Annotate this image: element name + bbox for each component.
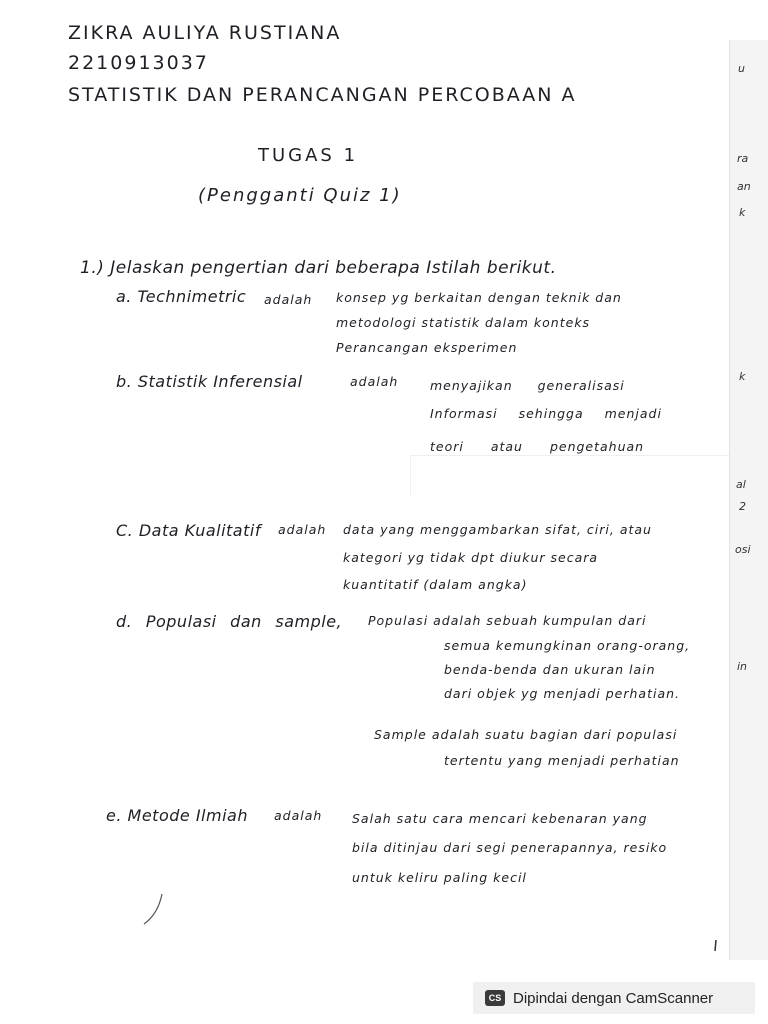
item-d-label: d. Populasi dan sample, [116,612,343,631]
item-e-line: untuk keliru paling kecil [352,870,527,885]
camscanner-text: Dipindai dengan CamScanner [513,989,714,1007]
edge-fragment: k [739,206,746,219]
question-prompt: 1.) Jelaskan pengertian dari beberapa Istilah berikut. [80,258,557,278]
camscanner-logo-icon: CS [485,990,505,1006]
edge-fragment: in [737,660,748,673]
camscanner-watermark [473,982,755,1014]
paper-seam [410,455,729,496]
item-e-line: Salah satu cara mencari kebenaran yang [352,811,648,826]
assignment-title: TUGAS 1 [258,145,359,166]
item-e-line: bila ditinjau dari segi penerapannya, resiko [352,840,668,855]
item-c-line: kategori yg tidak dpt diukur secara [343,550,599,565]
item-c-line: data yang menggambarkan sifat, ciri, atau [343,522,652,537]
pen-dot-mark [712,938,720,954]
course-title: STATISTIK DAN PERANCANGAN PERCOBAAN A [68,84,577,106]
item-d-population-line: dari objek yg menjadi perhatian. [444,686,681,701]
item-b-verb: adalah [350,374,399,389]
item-c-line: kuantitatif (dalam angka) [343,577,528,592]
item-e-label: e. Metode Ilmiah [106,806,248,825]
edge-fragment: an [737,180,751,193]
item-d-sample-line: tertentu yang menjadi perhatian [444,753,680,768]
edge-fragment: al [736,478,746,491]
student-name: ZIKRA AULIYA RUSTIANA [68,22,342,44]
edge-fragment: osi [735,543,751,556]
item-d-population-line: benda-benda dan ukuran lain [444,662,656,677]
edge-fragment: ra [737,152,749,165]
item-a-line: konsep yg berkaitan dengan teknik dan [336,290,622,305]
pen-stroke-mark [140,890,170,930]
edge-fragment: 2 [739,500,746,513]
item-d-population-line: Populasi adalah sebuah kumpulan dari [368,613,647,628]
edge-fragment: u [738,62,745,75]
item-c-verb: adalah [278,522,327,537]
item-d-population-line: semua kemungkinan orang-orang, [444,638,691,653]
item-b-line: Informasi sehingga menjadi [430,406,662,421]
item-c-label: C. Data Kualitatif [116,521,261,540]
item-d-sample-line: Sample adalah suatu bagian dari populasi [374,727,678,742]
edge-fragment: k [739,370,746,383]
item-b-line: teori atau pengetahuan [430,439,645,454]
assignment-subtitle: (Pengganti Quiz 1) [198,185,402,206]
item-a-line: metodologi statistik dalam konteks [336,315,591,330]
item-a-verb: adalah [264,292,313,307]
student-id: 2210913037 [68,52,209,74]
item-b-label: b. Statistik Inferensial [116,372,303,391]
item-a-label: a. Technimetric [116,287,247,306]
item-e-verb: adalah [274,808,323,823]
underlying-page-edge [729,40,768,960]
item-a-line: Perancangan eksperimen [336,340,518,355]
item-b-line: menyajikan generalisasi [430,378,625,393]
